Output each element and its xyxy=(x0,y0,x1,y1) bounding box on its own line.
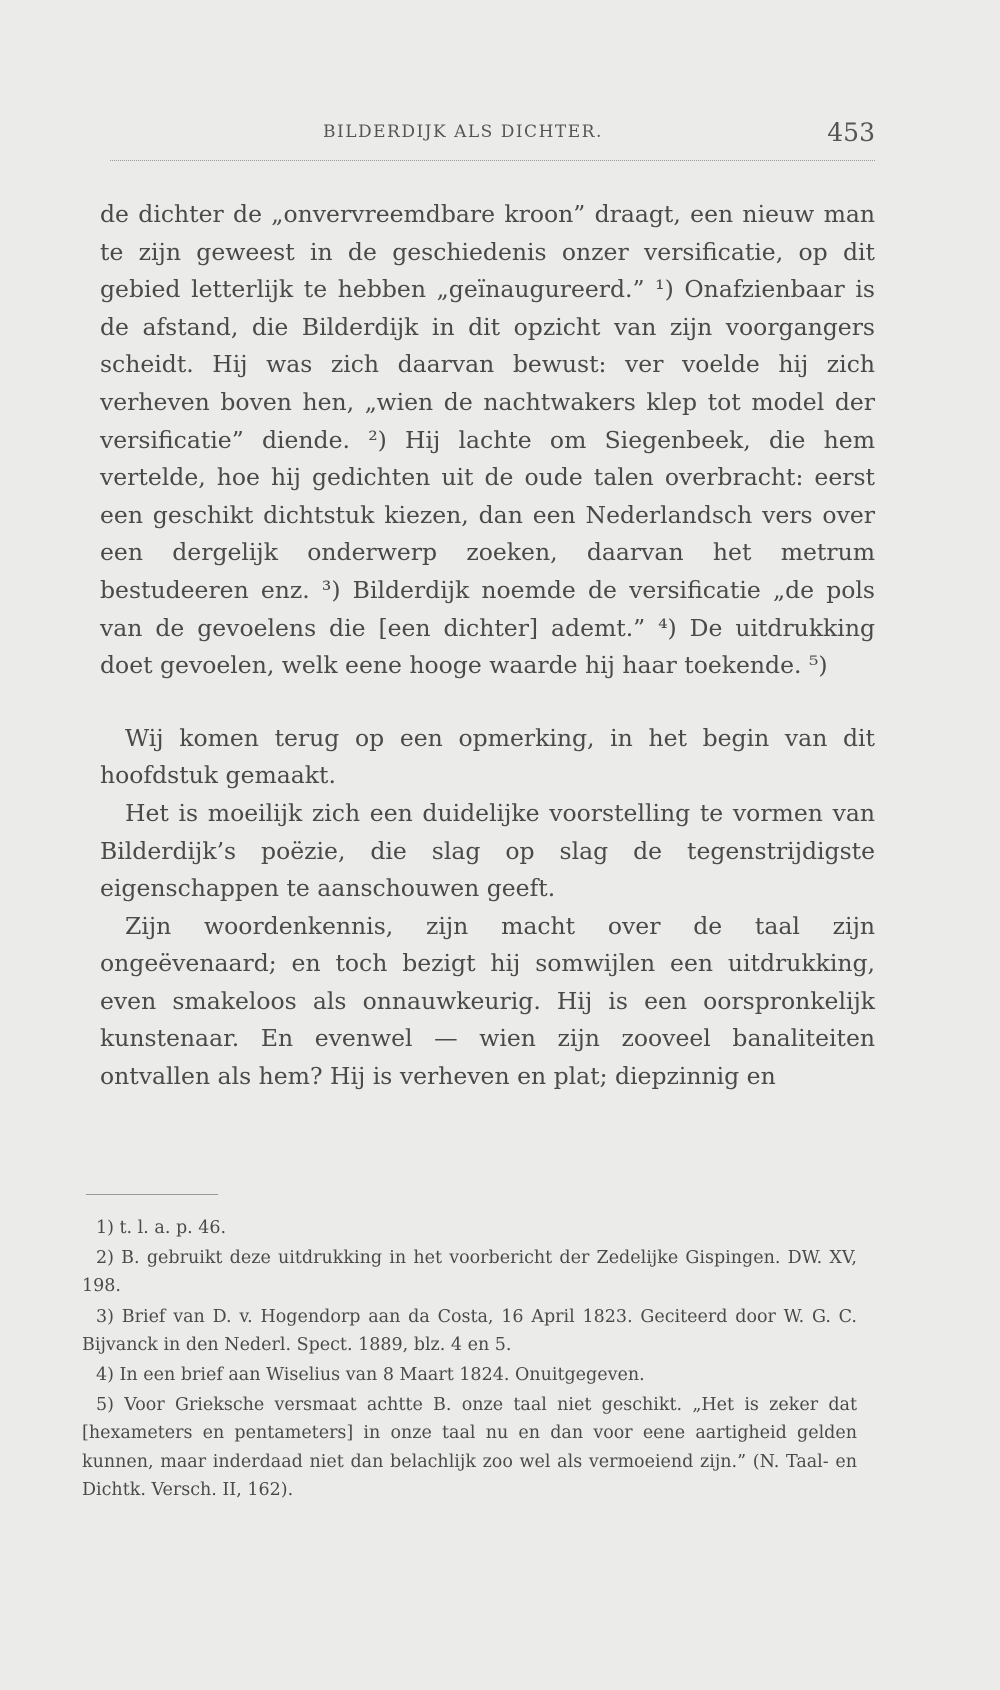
footnote: 3) Brief van D. v. Hogendorp aan da Costa, 16 April 1823. Geciteerd door W. G. C. Bijvanck in den Nederl. Spect. 1889, blz. 4 en 5. xyxy=(82,1306,857,1355)
paragraph-continued: de dichter de „onvervreemdbare kroon” draagt, een nieuw man te zijn geweest in de geschiedenis onzer versificatie, op dit gebied letterlijk te hebben „geïnaugureerd.” ¹) Onafzienbaar is de afstand, die Bilderdijk in dit opzicht van zijn voorgangers scheidt. Hij was zich daarvan bewust: ver voelde hij zich verheven boven hen, „wien de nachtwakers klep tot model der versificatie” diende. ²) Hij lachte om Siegenbeek, die hem vertelde, hoe hij gedichten uit de oude talen overbracht: eerst een geschikt dichtstuk kiezen, dan een Nederlandsch vers over een dergelijk onderwerp zoeken, daarvan het metrum bestudeeren enz. ³) Bilderdijk noemde de versificatie „de pols van de gevoelens die [een dichter] ademt.” ⁴) De uitdrukking doet gevoelen, welk eene hooge waarde hij haar toekende. ⁵) xyxy=(100,200,875,680)
footnote: 4) In een brief aan Wiselius van 8 Maart 1824. Onuitgegeven. xyxy=(96,1365,645,1386)
footnote: 2) B. gebruikt deze uitdrukking in het voorbericht der Zedelijke Gispingen. DW. XV, 198. xyxy=(82,1248,857,1297)
running-head-title: BILDERDIJK ALS DICHTER. xyxy=(323,122,603,142)
paragraph: Wij komen terug op een opmerking, in het begin van dit hoofdstuk gemaakt. xyxy=(100,723,875,790)
footnote-rule xyxy=(86,1194,218,1195)
paragraph: Het is moeilijk zich een duidelijke voorstelling te vormen van Bilderdijk’s poëzie, die slag op slag de tegenstrijdigste eigenschappen te aanschouwen geeft. xyxy=(100,798,875,903)
paragraph: Zijn woordenkennis, zijn macht over de taal zijn ongeëvenaard; en toch bezigt hij somwijlen een uitdrukking, even smakeloos als onnauwkeurig. Hij is een oorspronkelijk kunstenaar. En evenwel — wien zijn zooveel banaliteiten ontvallen als hem? Hij is verheven en plat; diepzinnig en xyxy=(100,911,875,1091)
running-head xyxy=(100,118,875,158)
footnote: 1) t. l. a. p. 46. xyxy=(96,1218,227,1238)
footnote: 5) Voor Grieksche versmaat achtte B. onze taal niet geschikt. „Het is zeker dat [hexameters en pentameters] in onze taal nu en dan voor eene aartigheid gelden kunnen, maar inderdaad niet dan belachlijk zoo wel als vermoeiend zijn.” (N. Taal- en Dichtk. Versch. II, 162). xyxy=(82,1395,857,1500)
page-number: 453 xyxy=(827,118,875,147)
header-rule xyxy=(110,160,875,161)
footnotes xyxy=(82,1214,857,1504)
body-text xyxy=(100,196,875,1096)
paragraph-gap xyxy=(100,685,875,720)
